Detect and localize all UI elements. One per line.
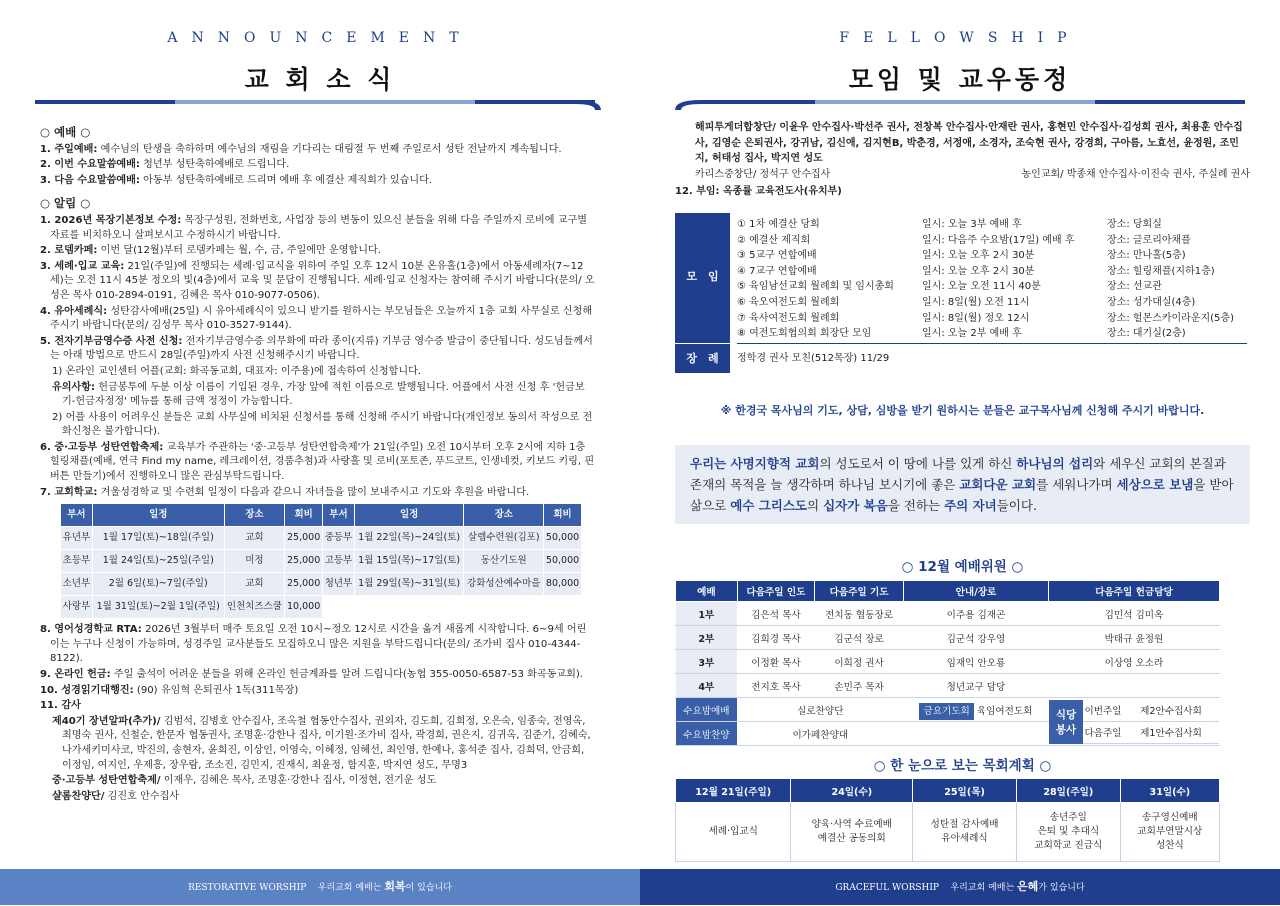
camp-header-cell: 회비 (285, 504, 323, 527)
notice-item-text: 21일(주일)에 진행되는 세례·입교식을 위하여 주일 오후 12시 10분 온유홀(1층)에서 아동세례자(7~12세)는 오전 11시 45분 정오의 빛(4층)에서 교육 및 문답이 진행됩니다. 세례·입교 신청자는 참여해 주시기 바랍니다(문의/ 오성은 목사 010-2894-0191, 김혜은 목사 010-9077-0506). (50, 260, 595, 301)
mission-part: 와 세우신 교회의 본질과 존재의 목적을 늘 생각하며 하나님 보시기에 좋은 (690, 456, 1226, 492)
camp-cell (544, 596, 582, 619)
meeting-name: ② 예결산 제직회 (737, 234, 811, 246)
geumyo-label: 금요기도회 (919, 703, 973, 720)
camp-cell: 소년부 (61, 573, 93, 596)
footer-eng: RESTORATIVE WORSHIP (188, 883, 307, 893)
funeral-label: 장 례 (675, 343, 730, 374)
worship-cell: 김희경 목사 (737, 626, 814, 650)
title-divider-right (675, 100, 1245, 110)
thanks-charis: 카리스중창단/ 정석구 안수집사 (695, 168, 831, 180)
notice-item-text: 이번 달(12월)부터 로뎀카페는 월, 수, 금, 주일에만 운영합니다. (97, 245, 381, 257)
notice-item-label: 6. 중·고등부 성탄연합축제: (40, 441, 164, 453)
worship-header-cell: 다음주일 기도 (815, 581, 904, 602)
notice2-item-text: 김진호 안수집사 (104, 790, 180, 802)
notice-item-label: 2. 로뎀카페: (40, 245, 98, 257)
camp-row (61, 573, 582, 596)
plan-line: 송구영신예배 (1142, 812, 1198, 823)
camp-cell: 1월 24일(토)~25일(주일) (92, 550, 224, 573)
notice-item-text: 1) 온라인 교인센터 어플(교회: 화곡동교회, 대표자: 이주용)에 접속하여 신청합니다. (52, 365, 422, 377)
camp-cell: 25,000 (285, 573, 323, 596)
camp-cell: 강화성산예수마을 (464, 573, 544, 596)
notice-item-text: 전자기부금영수증 의무화에 따라 종이(지류) 기부금 영수증 발급이 중단됩니다. 성도님들께서는 아래 방법으로 반드시 28일(주일)까지 사전 신청해주시기 바랍니다. (50, 335, 593, 362)
worship-row (676, 602, 1220, 626)
camp-cell: 살렘수련원(김포) (464, 527, 544, 550)
notice-item-label: 7. 교회학교: (40, 486, 98, 498)
notice2-item-text: 김범석, 김병호 안수집사, 조옥철 협동안수집사, 권외자, 김도희, 김희정, 오은숙, 임종숙, 전영옥, 최명숙 권사, 신철순, 한문자 협동권사, 조명훈·강한나 집사, 이기원·조가비 집사, 곽경희, 권은지, 김귀옥, 김준기, 김혜숙, 나가세키미사코, 박진의, 송현자, 윤희진, 이상인, 이영숙, 이혜정, 임혜선, 최인영, 한예나, 홍석준 집사, 김희덕, 안금희, 이정임, 여지인, 우제흥, 장우람, 조소진, 김민지, 진재식, 최윤정, 함지훈, 박지연 성도, 무명3 (62, 715, 591, 771)
mission-part: 주의 자녀 (944, 498, 997, 513)
plan-line: 예결산 공동의회 (817, 833, 886, 844)
camp-header-cell: 장소 (464, 504, 544, 527)
mission-statement (675, 445, 1250, 524)
notice-item (40, 411, 595, 440)
meeting-name: ⑤ 육임남선교회 월례회 및 임시총회 (737, 281, 894, 293)
meeting-row (737, 326, 1247, 342)
notice2-item-label: 9. 온라인 헌금: (40, 669, 111, 681)
worship-item-label: 1. 주일예배: (40, 143, 98, 155)
camp-cell: 10,000 (285, 596, 323, 619)
plan-cell (1016, 803, 1120, 862)
mission-part: 을 받아 삶으로 (690, 477, 1234, 513)
mission-part: 를 세워나가며 (1036, 477, 1117, 492)
camp-header-cell: 부서 (61, 504, 93, 527)
notice2-item-text: 주일 출석이 어려운 분들을 위해 온라인 헌금계좌를 알려 드립니다(농협 355-0050-6587-53 화곡동교회). (110, 669, 583, 681)
footer-text-end-right: 가 있습니다 (1038, 883, 1085, 893)
notice-item-text: 성탄감사예배(25일) 시 유아세례식이 있으니 받기를 원하시는 부모님들은 오늘까지 1층 교회 사무실로 신청해주시기 바랍니다(문의/ 김성무 목사 010-3527-9144). (50, 305, 593, 332)
footer-highlight-right: 은혜 (1017, 880, 1039, 893)
sikdang-rows (1083, 700, 1219, 744)
camp-cell: 미정 (224, 550, 285, 573)
sikdang-team: 제1안수집사회 (1140, 728, 1202, 739)
camp-cell (464, 596, 544, 619)
sikdang-week: 이번주일 (1084, 706, 1122, 717)
notice-item (40, 305, 595, 334)
thanks-choir: 해피투게더합창단/ 이윤우 안수집사·박선주 권사, 전창복 안수집사·안재란 권사, 홍현민 안수집사·김성희 권사, 최용훈 안수집사, 김영순 은퇴권사, 강귀남, 김신애, 김지현B, 박춘경, 서정애, 소경자, 조숙현 권사, 강경희, 구아름, 노효선, 윤정원, 조민지, 허태성 집사, 박지연 성도 (695, 122, 1243, 164)
plan-header-cell: 24일(수) (791, 779, 913, 803)
notice2-item-text: (90) 유임혁 은퇴권사 1독(311목장) (133, 684, 299, 696)
camp-cell: 동산기도원 (464, 550, 544, 573)
notice-item (40, 486, 595, 501)
worship-item-text: 예수님의 탄생을 축하하며 예수님의 재림을 기다리는 대림절 두 번째 주일로서 성탄 전날까지 계속됩니다. (97, 143, 562, 155)
sikdang-team: 제2안수집사회 (1140, 706, 1202, 717)
notice2-item (40, 774, 595, 789)
camp-row (61, 596, 582, 619)
worship-cell: 이주용 김재곤 (903, 602, 1048, 626)
meeting-place: 장소: 만나홀(5층) (1107, 250, 1186, 262)
camp-header-cell: 부서 (323, 504, 355, 527)
camp-cell: 중등부 (323, 527, 355, 550)
mission-part: 을 전하는 (887, 498, 945, 513)
meeting-name: ③ 5교구 연합예배 (737, 250, 817, 262)
mission-part: 세상으로 보냄 (1116, 477, 1194, 492)
camp-cell: 유년부 (61, 527, 93, 550)
notice-item (40, 260, 595, 304)
camp-cell: 교회 (224, 573, 285, 596)
camp-header-cell: 장소 (224, 504, 285, 527)
worship-cell: 전치동 협동장로 (815, 602, 904, 626)
worship-committee-table (675, 580, 1220, 746)
suyo-bam-value: 실로찬양단 (737, 698, 903, 722)
plan-line: 송년주일 (1049, 812, 1087, 823)
camp-cell: 25,000 (285, 550, 323, 573)
camp-row (61, 527, 582, 550)
plan-header-cell: 12월 21일(주일) (676, 779, 791, 803)
notice-item-label: 4. 유아세례식: (40, 305, 108, 317)
notice2-item-label: 중·고등부 성탄연합축제/ (52, 775, 161, 787)
camp-header-cell: 일정 (92, 504, 224, 527)
notice2-item-label: 샬롬찬양단/ (52, 790, 105, 802)
suyo-bam-label: 수요밤예배 (676, 698, 738, 722)
meeting-place: 장소: 당회실 (1107, 219, 1162, 230)
camp-cell: 25,000 (285, 527, 323, 550)
right-page (640, 0, 1280, 905)
fellowship-eng-title: FELLOWSHIP (839, 30, 1081, 46)
sikdang-row (1083, 700, 1219, 722)
announcement-title: 교 회 소 식 (244, 65, 396, 94)
worship-row (676, 650, 1220, 674)
worship-list (40, 143, 595, 189)
notice-item-label: 5. 전자기부금영수증 사전 신청: (40, 335, 183, 347)
plan-line: 성탄절 감사예배 (930, 819, 999, 830)
empty-cell (903, 722, 1048, 746)
meeting-name: ⑥ 육오여전도회 월례회 (737, 296, 840, 308)
camp-cell: 1월 22일(목)~24일(토) (354, 527, 463, 550)
meeting-list (737, 217, 1247, 342)
worship-item-label: 2. 이번 수요말씀예배: (40, 159, 140, 171)
camp-header-cell: 회비 (544, 504, 582, 527)
meeting-time: 일시: 오늘 3부 예배 후 (922, 219, 1022, 230)
notice2-item-text: 이재우, 김혜은 목사, 조명훈·강한나 집사, 이정현, 전기운 성도 (160, 775, 437, 787)
meeting-place: 장소: 대기실(2층) (1107, 328, 1186, 340)
notice2-item (40, 623, 595, 667)
camp-cell: 50,000 (544, 527, 582, 550)
worship-item-text: 아동부 성탄축하예배로 드리며 예배 후 예결산 제직회가 있습니다. (139, 174, 433, 186)
notice-item-text: 2) 어플 사용이 어려우신 분들은 교회 사무실에 비치된 신청서를 통해 신청해 주시기 바랍니다(개인정보 동의서 작성으로 전화신청은 불가합니다). (52, 411, 593, 438)
sikdang-label: 식당봉사 (1049, 700, 1083, 744)
notice2-item (40, 668, 595, 683)
plan-header-cell: 31일(수) (1120, 779, 1219, 803)
worship-cell: 이정환 목사 (737, 650, 814, 674)
meeting-place: 장소: 선교관 (1107, 281, 1162, 293)
left-footer (0, 869, 640, 905)
meeting-time: 일시: 다음주 수요밤(17일) 예배 후 (922, 234, 1075, 246)
plan-line: 세례·입교식 (708, 826, 758, 837)
notice2-item (40, 790, 595, 805)
title-divider (35, 100, 605, 110)
meeting-box (675, 213, 1250, 373)
plan-line: 교회부연말시상 (1137, 826, 1203, 837)
plan-header-cell: 28일(주일) (1016, 779, 1120, 803)
camp-cell: 사랑부 (61, 596, 93, 619)
meeting-place: 장소: 헐몬스카이라운지(5층) (1107, 312, 1234, 324)
meeting-row (737, 311, 1247, 327)
plan-cell (913, 803, 1017, 862)
camp-cell: 1월 29일(목)~31일(토) (354, 573, 463, 596)
bueim-notice: 12. 부임: 옥종률 교육전도사(유치부) (675, 186, 842, 197)
meeting-row (737, 248, 1247, 264)
notice2-item-text: 2026년 3월부터 매주 토요일 오전 10시~정오 12시로 시간을 옮겨 새롭게 시작합니다. 6~9세 어린이는 누구나 신청이 가능하며, 성경주일 교사분들도 모집하오니 많은 지원을 부탁드립니다(문의/ 조가비 집사 010-4344-8122). (50, 624, 587, 665)
worship-cell: 손민주 목자 (815, 674, 904, 698)
meeting-time: 일시: 오늘 오전 11시 40분 (922, 281, 1041, 293)
camp-table (60, 503, 582, 619)
notice2-item-label: 제40기 장년알파(추가)/ (52, 715, 161, 727)
fellowship-title: 모임 및 교우동정 (848, 65, 1072, 94)
camp-cell: 80,000 (544, 573, 582, 596)
worship-row (676, 674, 1220, 698)
notice-item (40, 244, 595, 259)
camp-cell: 1월 15일(목)~17일(토) (354, 550, 463, 573)
thanks-row (675, 167, 1250, 183)
meeting-row (737, 217, 1247, 233)
meeting-time: 일시: 8일(월) 오전 11시 (922, 296, 1030, 308)
geumyo-value: 육임여전도회 (973, 705, 1033, 717)
worship-row (676, 626, 1220, 650)
plan-cell (791, 803, 913, 862)
notice-item-label: 1. 2026년 목장기본정보 수정: (40, 214, 182, 226)
footer-eng-right: GRACEFUL WORSHIP (835, 883, 939, 893)
camp-cell (354, 596, 463, 619)
sikdang-cell (1048, 698, 1219, 746)
worship-heading: ○ 예배 ○ (40, 125, 91, 139)
notice-item (40, 381, 595, 410)
camp-cell: 고등부 (323, 550, 355, 573)
camp-cell: 인천치즈스쿨 (224, 596, 285, 619)
meeting-time: 일시: 오늘 오후 2시 30분 (922, 250, 1035, 262)
notice2-item (40, 715, 595, 773)
mission-part: 우리는 사명지향적 교회 (690, 456, 820, 471)
footer-text-end: 이 있습니다 (405, 883, 452, 893)
worship-cell: 4부 (676, 674, 738, 698)
mission-part: 교회다운 교회 (959, 477, 1037, 492)
plan-line: 양육·사역 수료예배 (811, 819, 892, 830)
right-footer (640, 869, 1280, 905)
meeting-name: ⑧ 여전도회협의회 회장단 모임 (737, 328, 872, 340)
camp-cell: 1월 31일(토)~2월 1일(주일) (92, 596, 224, 619)
notice-item-text: 겨울성경학교 및 수련회 일정이 다음과 같으니 자녀들을 많이 보내주시고 기도와 후원을 바랍니다. (97, 486, 530, 498)
meeting-place: 장소: 힐링채플(지하1층) (1107, 265, 1215, 277)
footer-text-right: 우리교회 예배는 (950, 883, 1018, 893)
funeral-value: 정학경 권사 모친(512목장) 11/29 (737, 343, 1247, 374)
notice-item-label: 유의사항: (52, 381, 96, 393)
meeting-row (737, 233, 1247, 249)
meeting-row (737, 264, 1247, 280)
plan-header-cell: 25일(목) (913, 779, 1017, 803)
notice-item (40, 441, 595, 485)
worship-committee-title: ○ 12월 예배위원 ○ (901, 559, 1024, 575)
notice-item-text: 교육부가 주관하는 '중·고등부 성탄연합축제'가 21일(주일) 오전 10시부터 오후 2시에 지하 1층 힐링채플(예배, 연극 Find my name, 레크레이션, 경품추첨)과 사랑홀 및 로비(포토존, 푸드코트, 인생네컷, 키보드 키링, 핀버튼 만들기)에서 진행하오니 많은 관심부탁드립니다. (50, 441, 595, 483)
plan-line: 성찬식 (1155, 840, 1184, 851)
mission-part: 십자가 복음 (823, 498, 888, 513)
camp-header-cell: 일정 (354, 504, 463, 527)
notice-heading: ○ 알림 ○ (40, 196, 91, 211)
worship-item (40, 158, 595, 173)
worship-item-label: 3. 다음 수요말씀예배: (40, 174, 140, 186)
meeting-time: 일시: 오늘 2부 예배 후 (922, 328, 1022, 340)
worship-cell: 청년교구 담당 (903, 674, 1048, 698)
camp-row (61, 550, 582, 573)
camp-cell: 1월 17일(토)~18일(주일) (92, 527, 224, 550)
worship-item-text: 청년부 성탄축하예배로 드립니다. (139, 159, 290, 171)
notice-item (40, 365, 595, 380)
meeting-time: 일시: 오늘 오후 2시 30분 (922, 265, 1035, 277)
plan-line: 유아세례식 (941, 833, 988, 844)
meeting-sidebar (675, 213, 730, 373)
notice2-item-label: 8. 영어성경학교 RTA: (40, 624, 142, 636)
mission-part: 의 (807, 498, 824, 513)
worship-cell: 김군석 강우영 (903, 626, 1048, 650)
worship-item (40, 143, 595, 158)
mission-part: 하나님의 섭리 (1016, 456, 1094, 471)
footer-highlight: 회복 (384, 880, 406, 893)
worship-cell: 박태규 윤정원 (1048, 626, 1219, 650)
worship-item (40, 174, 595, 189)
notice-item (40, 214, 595, 243)
worship-row-extra (676, 698, 1220, 722)
sikdang-week: 다음주일 (1084, 728, 1122, 739)
notice-list (40, 214, 595, 500)
worship-header-cell: 다음주일 헌금담당 (1048, 581, 1219, 602)
sikdang-row (1083, 722, 1219, 744)
footer-text: 우리교회 예배는 (317, 883, 385, 893)
worship-cell: 김군석 장로 (815, 626, 904, 650)
announcement-eng-title: ANNOUNCEMENT (167, 30, 473, 46)
plan-cell (1120, 803, 1219, 862)
plan-title: ○ 한 눈으로 보는 목회계획 ○ (873, 758, 1052, 774)
plan-table (675, 778, 1220, 862)
pastor-notice: ※ 한경국 목사님의 기도, 상담, 심방을 받기 원하시는 분들은 교구목사님께 신청해 주시기 바랍니다. (720, 404, 1205, 417)
meeting-row (737, 295, 1247, 311)
meeting-label: 모 임 (686, 270, 719, 283)
camp-cell: 청년부 (323, 573, 355, 596)
meeting-name: ④ 7교구 연합예배 (737, 265, 817, 277)
mission-part: 들이다. (996, 498, 1037, 513)
worship-cell: 전지호 목사 (737, 674, 814, 698)
suyo-praise-label: 수요밤찬양 (676, 722, 738, 746)
worship-cell: 이상영 오소라 (1048, 650, 1219, 674)
notice-item-label: 3. 세례·입교 교육: (40, 260, 125, 272)
sikdang-inner (1049, 700, 1219, 744)
worship-header-cell: 안내/장로 (903, 581, 1048, 602)
worship-cell: 3부 (676, 650, 738, 674)
meeting-time: 일시: 8일(월) 정오 12시 (922, 312, 1030, 324)
worship-header-cell: 다음주일 인도 (737, 581, 814, 602)
geumyo-cell (903, 698, 1048, 722)
worship-cell: 이희정 권사 (815, 650, 904, 674)
camp-cell: 2월 6일(토)~7일(주일) (92, 573, 224, 596)
left-page (0, 0, 640, 905)
camp-cell: 초등부 (61, 550, 93, 573)
plan-cell (676, 803, 791, 862)
worship-header-cell: 예배 (676, 581, 738, 602)
worship-cell: 1부 (676, 602, 738, 626)
meeting-name: ⑦ 육사여전도회 월례회 (737, 312, 840, 324)
notice2-item-label: 10. 성경읽기대행진: (40, 684, 134, 696)
meeting-place: 장소: 성가대실(4층) (1107, 296, 1196, 308)
meeting-place: 장소: 글로리아채플 (1107, 234, 1191, 246)
mission-part: 예수 그리스도 (730, 498, 808, 513)
plan-line: 교회학교 진급식 (1034, 840, 1103, 851)
notice-list-2 (40, 623, 595, 804)
notice2-item-label: 11. 감사 (40, 700, 81, 712)
worship-cell: 2부 (676, 626, 738, 650)
plan-line: 은퇴 및 추대식 (1037, 826, 1100, 837)
worship-cell: 임재익 안오룡 (903, 650, 1048, 674)
worship-cell: 김민석 김미옥 (1048, 602, 1219, 626)
meeting-name: ① 1차 예결산 당회 (737, 219, 820, 230)
worship-cell (1048, 674, 1219, 698)
thanks-block (675, 120, 1250, 200)
mission-part: 의 성도로서 이 땅에 나를 있게 하신 (819, 456, 1017, 471)
announcement-content (40, 121, 595, 805)
notice2-item (40, 684, 595, 699)
notice-item-text: 헌금봉투에 두분 이상 이름이 기입된 경우, 가장 앞에 적힌 이름으로 발행됩니다. 어플에서 사전 신청 후 '헌금보기-헌금자정정' 메뉴를 통해 금액 정정이 가능합니다. (62, 381, 585, 408)
notice-item (40, 335, 595, 364)
notice-item-text: 목장구성원, 전화번호, 사업장 등의 변동이 있으신 분들을 위해 다음 주일까지 로비에 교구별 자료를 비치하오니 살펴보시고 수정하시기 바랍니다. (50, 214, 587, 241)
camp-cell: 50,000 (544, 550, 582, 573)
thanks-deaf-church: 농인교회/ 박종채 안수집사·이진숙 권사, 주실례 권사 (1021, 168, 1250, 180)
suyo-praise-value: 이가페찬양대 (737, 722, 903, 746)
meeting-row (737, 279, 1247, 295)
camp-cell: 교회 (224, 527, 285, 550)
worship-cell: 김은석 목사 (737, 602, 814, 626)
camp-cell (323, 596, 355, 619)
notice2-item (40, 699, 595, 714)
